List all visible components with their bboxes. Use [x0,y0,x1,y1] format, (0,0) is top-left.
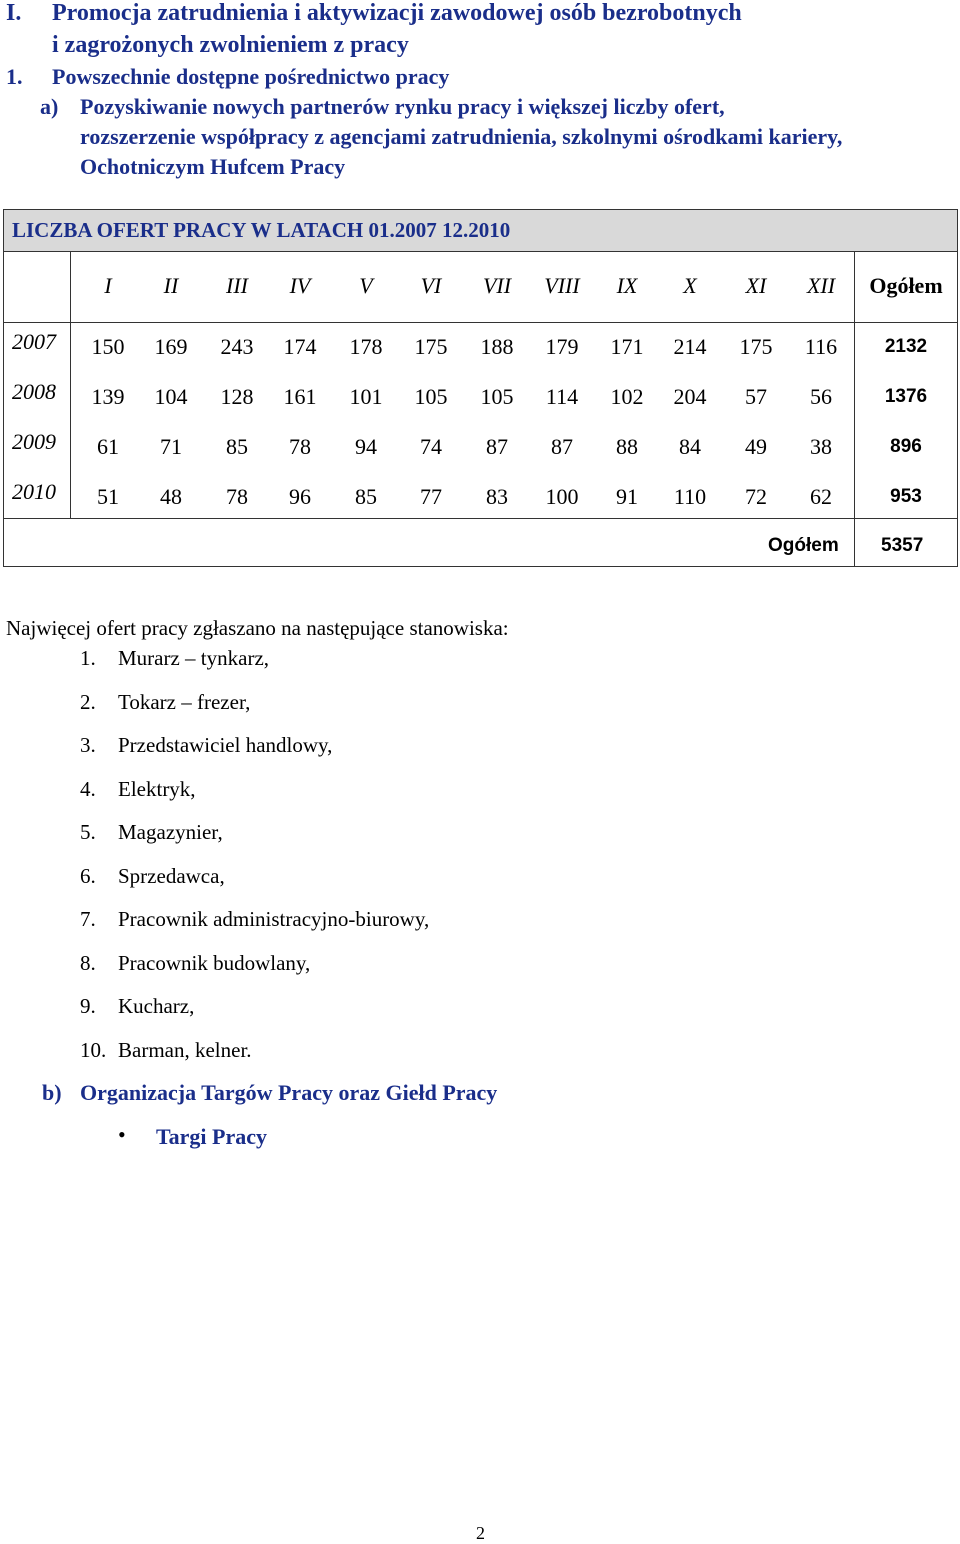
table-cell: 91 [616,484,638,509]
row-total: 2132 [884,336,928,357]
list-item-number: 2. [80,690,96,714]
table-cell: 100 [545,484,579,509]
year-label: 2008 [12,379,56,404]
row-total: 1376 [884,386,928,407]
list-item-number: 6. [80,864,96,888]
subsection-b-label: b) [42,1080,62,1105]
month-header: II [163,273,179,298]
table-cell: 104 [154,384,188,409]
list-item-number: 7. [80,907,96,931]
list-item: Sprzedawca, [118,864,225,888]
list-item: Tokarz – frezer, [118,690,251,714]
subsection-a-line-1: Pozyskiwanie nowych partnerów rynku pracy i większej liczby ofert, [80,94,725,119]
bullet-symbol: • [118,1122,126,1147]
page-number: 2 [476,1523,485,1543]
table-cell: 188 [480,334,514,359]
table-cell: 62 [810,484,832,509]
table-cell: 243 [220,334,254,359]
table-cell: 102 [610,384,644,409]
month-header: IX [616,273,638,298]
table-divider [3,518,958,519]
table-cell: 204 [673,384,707,409]
table-cell: 51 [97,484,119,509]
table-cell: 128 [220,384,254,409]
month-header: I [104,273,112,298]
grand-total-value: 5357 [881,535,924,556]
table-cell: 48 [160,484,182,509]
list-item: Kucharz, [118,994,195,1018]
table-divider [70,252,71,518]
table-title: LICZBA OFERT PRACY W LATACH 01.2007 12.2010 [12,218,511,242]
table-cell: 174 [283,334,317,359]
table-cell: 84 [679,434,701,459]
table-cell: 114 [545,384,579,409]
list-item-number: 8. [80,951,96,975]
list-item: Elektryk, [118,777,196,801]
table-cell: 57 [745,384,767,409]
table-cell: 56 [810,384,832,409]
year-label: 2009 [12,429,56,454]
table-cell: 178 [349,334,383,359]
section-title: Powszechnie dostępne pośrednictwo pracy [52,64,450,89]
list-item: Murarz – tynkarz, [118,646,270,670]
table-divider [854,252,855,567]
month-header: XII [806,273,836,298]
table-cell: 96 [289,484,311,509]
table-cell: 175 [414,334,448,359]
table-cell: 85 [226,434,248,459]
total-header: Ogółem [869,273,943,298]
month-header: VI [420,273,442,298]
table-cell: 139 [91,384,125,409]
subsection-b-title: Organizacja Targów Pracy oraz Giełd Pracy [80,1080,498,1105]
year-label: 2010 [12,479,56,504]
section-number: 1. [6,64,23,89]
table-divider [3,322,958,323]
table-cell: 88 [616,434,638,459]
table-cell: 150 [91,334,125,359]
table-cell: 83 [486,484,508,509]
month-header: VIII [544,273,580,298]
subsection-a-line-2: rozszerzenie współpracy z agencjami zatrudnienia, szkolnymi ośrodkami kariery, [80,124,843,149]
month-header: XI [745,273,767,298]
table-cell: 78 [226,484,248,509]
month-header: VII [482,273,512,298]
list-item-number: 3. [80,733,96,757]
month-header: X [683,273,697,298]
list-item: Pracownik administracyjno-biurowy, [118,907,430,931]
table-cell: 101 [349,384,383,409]
table-cell: 105 [414,384,448,409]
list-item-number: 1. [80,646,96,670]
row-total: 896 [890,436,922,457]
list-item: Magazynier, [118,820,223,844]
list-item-number: 9. [80,994,96,1018]
subsection-a-line-3: Ochotniczym Hufcem Pracy [80,154,346,179]
table-cell: 71 [160,434,182,459]
table-cell: 72 [745,484,767,509]
month-header: V [359,273,373,298]
table-cell: 78 [289,434,311,459]
table-cell: 169 [154,334,188,359]
list-item: Przedstawiciel handlowy, [118,733,333,757]
positions-intro: Najwięcej ofert pracy zgłaszano na następujące stanowiska: [6,616,509,640]
table-cell: 87 [486,434,508,459]
bullet-text: Targi Pracy [156,1124,267,1149]
table-cell: 87 [551,434,573,459]
list-item-number: 4. [80,777,96,801]
list-item: Pracownik budowlany, [118,951,311,975]
subsection-a-label: a) [40,94,59,119]
list-item: Barman, kelner. [118,1038,252,1062]
list-item-number: 5. [80,820,96,844]
table-cell: 61 [97,434,119,459]
list-item-number: 10. [80,1038,107,1062]
table-cell: 38 [810,434,832,459]
heading-line-1: Promocja zatrudnienia i aktywizacji zawodowej osób bezrobotnych [52,0,742,26]
table-cell: 214 [673,334,707,359]
year-label: 2007 [12,329,56,354]
month-header: IV [289,273,311,298]
table-cell: 171 [610,334,644,359]
table-cell: 49 [745,434,767,459]
table-cell: 85 [355,484,377,509]
grand-total-label: Ogółem [768,535,839,556]
heading-line-2: i zagrożonych zwolnieniem z pracy [52,32,409,58]
month-header: III [226,273,248,298]
table-cell: 94 [355,434,377,459]
table-cell: 179 [545,334,579,359]
table-cell: 175 [739,334,773,359]
table-cell: 77 [420,484,442,509]
heading-number: I. [6,0,22,26]
table-cell: 105 [480,384,514,409]
table-cell: 74 [420,434,442,459]
row-total: 953 [890,486,922,507]
table-cell: 161 [283,384,317,409]
table-cell: 110 [673,484,707,509]
table-cell: 116 [804,334,838,359]
